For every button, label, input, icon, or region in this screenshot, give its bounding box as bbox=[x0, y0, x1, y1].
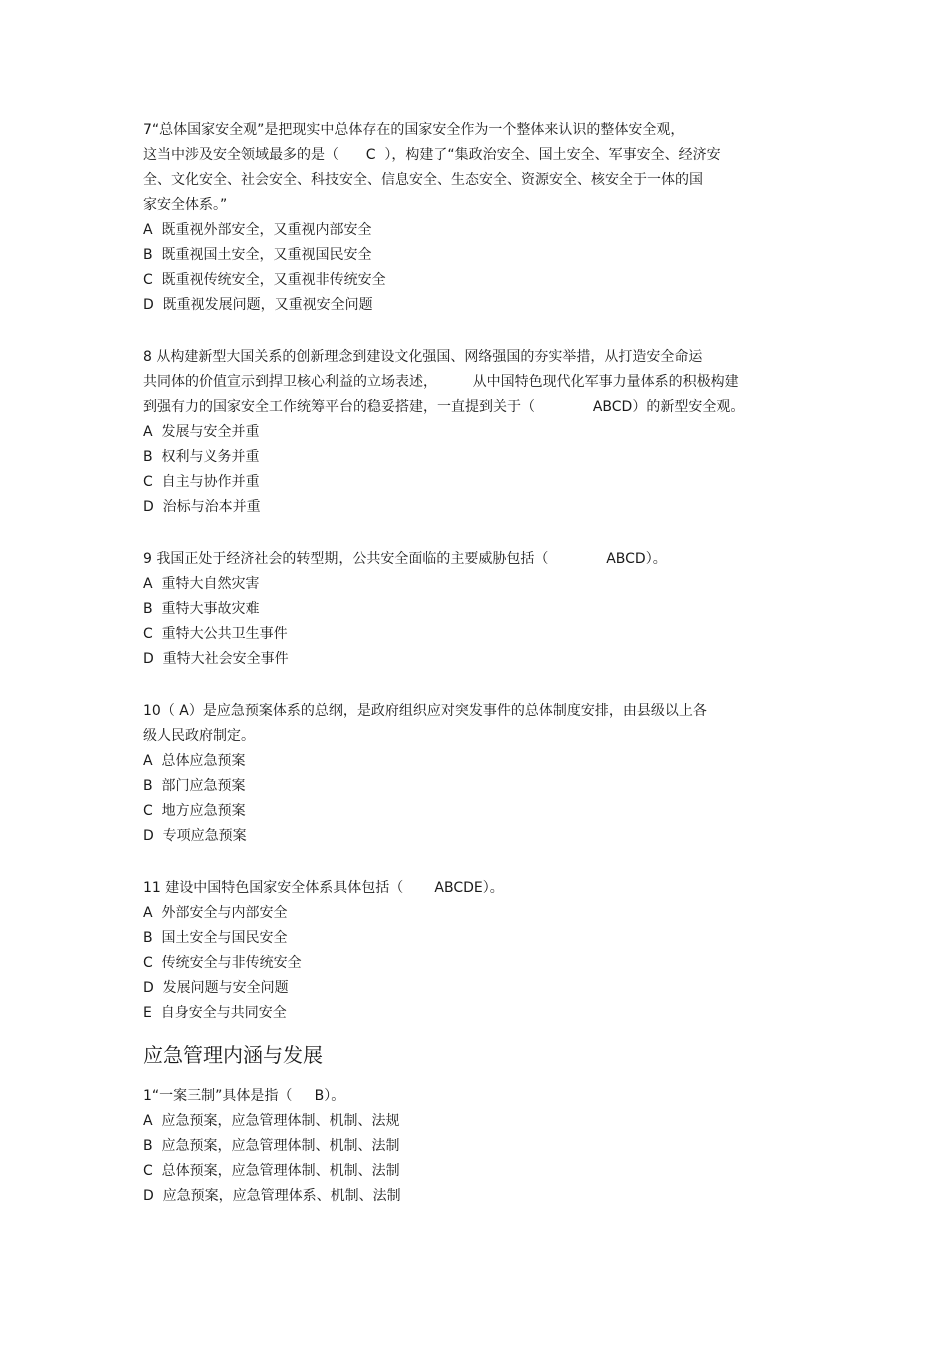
option-d: D 既重视发展问题，又重视安全问题 bbox=[143, 297, 373, 313]
question-stem-line: 级人民政府制定。 bbox=[143, 728, 255, 744]
section-heading: 应急管理内涵与发展 bbox=[143, 1043, 323, 1067]
question-8 bbox=[143, 345, 783, 520]
question-stem-line: 1“一案三制”具体是指（ B）。 bbox=[143, 1088, 346, 1104]
option-d: D 治标与治本并重 bbox=[143, 499, 261, 515]
option-b: B 重特大事故灾难 bbox=[143, 601, 260, 617]
question-10 bbox=[143, 699, 783, 849]
option-b: B 部门应急预案 bbox=[143, 778, 246, 794]
question-stem-line: 全、文化安全、社会安全、科技安全、信息安全、生态安全、资源安全、核安全于一体的国 bbox=[143, 172, 703, 188]
question-stem-line: 11 建设中国特色国家安全体系具体包括（ ABCDE）。 bbox=[143, 880, 504, 896]
question-stem-line: 10（ A）是应急预案体系的总纲，是政府组织应对突发事件的总体制度安排，由县级以上各 bbox=[143, 703, 707, 719]
option-c: C 既重视传统安全，又重视非传统安全 bbox=[143, 272, 386, 288]
option-b: B 既重视国土安全，又重视国民安全 bbox=[143, 247, 372, 263]
option-d: D 专项应急预案 bbox=[143, 828, 247, 844]
question-stem-line: 9 我国正处于经济社会的转型期，公共安全面临的主要威胁包括（ ABCD）。 bbox=[143, 551, 667, 567]
question-stem-line: 到强有力的国家安全工作统筹平台的稳妥搭建，一直提到关于（ ABCD）的新型安全观。 bbox=[143, 399, 745, 415]
option-e: E 自身安全与共同安全 bbox=[143, 1005, 287, 1021]
option-d: D 发展问题与安全问题 bbox=[143, 980, 289, 996]
option-c: C 重特大公共卫生事件 bbox=[143, 626, 288, 642]
question-stem-line: 共同体的价值宣示到捍卫核心利益的立场表述， 从中国特色现代化军事力量体系的积极构建 bbox=[143, 374, 739, 390]
section-question-1 bbox=[143, 1084, 783, 1209]
option-a: A 应急预案，应急管理体制、机制、法规 bbox=[143, 1113, 400, 1129]
document-page bbox=[143, 118, 783, 1236]
option-c: C 传统安全与非传统安全 bbox=[143, 955, 302, 971]
option-b: B 权利与义务并重 bbox=[143, 449, 260, 465]
option-a: A 总体应急预案 bbox=[143, 753, 246, 769]
option-a: A 外部安全与内部安全 bbox=[143, 905, 288, 921]
option-a: A 既重视外部安全，又重视内部安全 bbox=[143, 222, 372, 238]
option-c: C 总体预案，应急管理体制、机制、法制 bbox=[143, 1163, 400, 1179]
option-c: C 地方应急预案 bbox=[143, 803, 246, 819]
question-11 bbox=[143, 876, 783, 1026]
option-d: D 重特大社会安全事件 bbox=[143, 651, 289, 667]
option-a: A 重特大自然灾害 bbox=[143, 576, 260, 592]
option-c: C 自主与协作并重 bbox=[143, 474, 260, 490]
question-stem-line: 这当中涉及安全领域最多的是（ C ），构建了“集政治安全、国土安全、军事安全、经济安 bbox=[143, 147, 721, 163]
option-a: A 发展与安全并重 bbox=[143, 424, 260, 440]
option-b: B 应急预案，应急管理体制、机制、法制 bbox=[143, 1138, 400, 1154]
option-b: B 国土安全与国民安全 bbox=[143, 930, 288, 946]
question-7 bbox=[143, 118, 783, 318]
question-stem-line: 家安全体系。” bbox=[143, 197, 228, 213]
question-stem-line: 7“总体国家安全观”是把现实中总体存在的国家安全作为一个整体来认识的整体安全观， bbox=[143, 122, 685, 138]
question-stem-line: 8 从构建新型大国关系的创新理念到建设文化强国、网络强国的夯实举措，从打造安全命运 bbox=[143, 349, 703, 365]
option-d: D 应急预案，应急管理体系、机制、法制 bbox=[143, 1188, 401, 1204]
question-9 bbox=[143, 547, 783, 672]
